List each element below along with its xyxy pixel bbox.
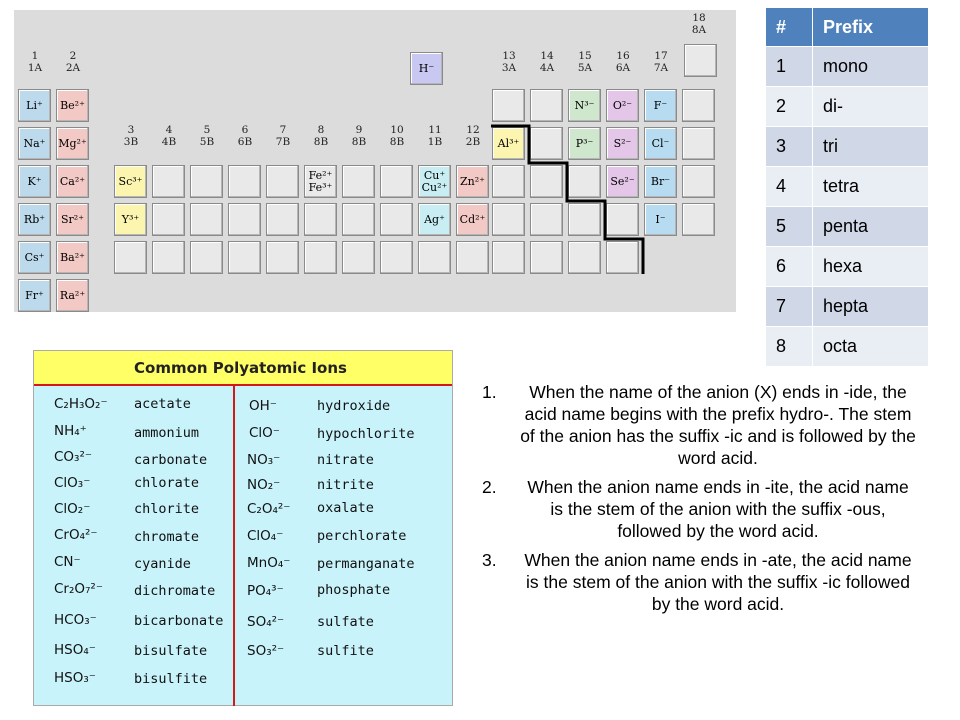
ion-formula: NO₂⁻ (247, 477, 281, 493)
ion-ag: Ag⁺ (424, 212, 445, 226)
ion-al: Al³⁺ (497, 136, 520, 150)
group-header-5: 5 5B (199, 124, 215, 148)
ion-formula: ClO₂⁻ (54, 501, 91, 517)
ion-formula: ClO⁻ (249, 425, 280, 441)
list-item (470, 381, 916, 469)
rule-text: When the anion name ends in -ate, the acid name is the stem of the anion with the suffix -ic followed by the word acid. (524, 550, 912, 614)
ion-formula: SO₄²⁻ (247, 614, 285, 630)
ion-s: S²⁻ (613, 136, 632, 150)
group-header-11: 11 1B (427, 124, 443, 148)
column-divider (233, 386, 235, 706)
rule-number: 3. (482, 550, 497, 570)
ion-formula: Cr₂O₇²⁻ (54, 581, 103, 597)
table-row (766, 247, 929, 287)
ion-cs: Cs⁺ (24, 250, 45, 264)
ion-name: chlorite (134, 501, 200, 517)
prefix-value: di- (813, 87, 929, 127)
list-item (470, 549, 916, 615)
prefix-num: 8 (766, 327, 813, 367)
acid-naming-rules (470, 381, 916, 622)
group-header-16: 16 6A (615, 50, 631, 74)
prefix-header-num: # (766, 8, 813, 47)
ion-fr: Fr⁺ (25, 288, 44, 302)
group-header-17: 17 7A (653, 50, 669, 74)
group-header-7: 7 7B (275, 124, 291, 148)
prefix-value: tetra (813, 167, 929, 207)
ion-name: ammonium (134, 425, 200, 441)
prefix-table (766, 8, 929, 366)
ion-na: Na⁺ (23, 136, 46, 150)
ion-name: nitrite (317, 477, 374, 493)
ion-formula: CrO₄²⁻ (54, 527, 98, 543)
ion-ra: Ra²⁺ (59, 288, 86, 302)
group-header-2: 2 2A (65, 50, 81, 74)
prefix-value: octa (813, 327, 929, 367)
ion-name: cyanide (134, 556, 191, 572)
group-header-6: 6 6B (237, 124, 253, 148)
prefix-value: tri (813, 127, 929, 167)
ion-li: Li⁺ (26, 98, 43, 112)
prefix-value: penta (813, 207, 929, 247)
group-header-9: 9 8B (351, 124, 367, 148)
prefix-value: hexa (813, 247, 929, 287)
ion-name: permanganate (317, 556, 415, 572)
ion-p: P³⁻ (575, 136, 594, 150)
ion-fe3: Fe³⁺ (308, 180, 333, 194)
prefix-num: 2 (766, 87, 813, 127)
table-row (766, 87, 929, 127)
group-header-18: 18 8A (691, 12, 707, 36)
ion-name: sulfite (317, 643, 374, 659)
ion-name: sulfate (317, 614, 374, 630)
group-header-14: 14 4A (539, 50, 555, 74)
table-row (766, 327, 929, 367)
ion-name: chlorate (134, 475, 200, 491)
ion-name: nitrate (317, 452, 374, 468)
table-row (766, 47, 929, 87)
ion-name: dichromate (134, 583, 216, 599)
table-row (766, 127, 929, 167)
polyatomic-title-bar (34, 351, 452, 386)
ion-y: Y³⁺ (121, 212, 140, 226)
ion-name: hypochlorite (317, 426, 415, 442)
ion-formula: HSO₃⁻ (54, 670, 96, 686)
ion-formula: OH⁻ (249, 398, 277, 414)
ion-zn: Zn²⁺ (460, 174, 485, 188)
ion-formula: HSO₄⁻ (54, 642, 96, 658)
prefix-num: 1 (766, 47, 813, 87)
ion-sc: Sc³⁺ (118, 174, 143, 188)
ion-h: H⁻ (418, 61, 435, 75)
ion-name: hydroxide (317, 398, 391, 414)
ion-mg: Mg²⁺ (58, 136, 87, 150)
rule-number: 1. (482, 382, 497, 402)
ion-fe2: Fe²⁺ (308, 168, 333, 182)
ion-formula: MnO₄⁻ (247, 555, 291, 571)
ion-formula: CN⁻ (54, 554, 81, 570)
prefix-num: 3 (766, 127, 813, 167)
group-header-4: 4 4B (161, 124, 177, 148)
periodic-table (14, 10, 736, 312)
polyatomic-title: Common Polyatomic Ions (134, 359, 347, 377)
ion-k: K⁺ (27, 174, 42, 188)
ion-name: chromate (134, 529, 200, 545)
prefix-num: 5 (766, 207, 813, 247)
ion-ca: Ca²⁺ (59, 174, 86, 188)
ion-br: Br⁻ (650, 174, 671, 188)
group-header-1: 1 1A (27, 50, 43, 74)
ion-rb: Rb⁺ (23, 212, 46, 226)
ion-sr: Sr²⁺ (60, 212, 84, 226)
ion-cu1: Cu⁺ (423, 168, 446, 182)
group-header-15: 15 5A (577, 50, 593, 74)
ion-f: F⁻ (653, 98, 668, 112)
prefix-table-header (766, 8, 929, 47)
ion-formula: ClO₃⁻ (54, 475, 91, 491)
prefix-value: mono (813, 47, 929, 87)
prefix-num: 7 (766, 287, 813, 327)
ion-name: bisulfate (134, 643, 208, 659)
ion-o: O²⁻ (612, 98, 633, 112)
ion-i: I⁻ (655, 212, 666, 226)
ion-be: Be²⁺ (60, 98, 85, 112)
prefix-header-prefix: Prefix (813, 8, 929, 47)
table-row (766, 207, 929, 247)
table-row (766, 167, 929, 207)
ion-formula: PO₄³⁻ (247, 583, 284, 599)
ion-formula: NO₃⁻ (247, 452, 281, 468)
polyatomic-ions-chart (33, 350, 453, 706)
group-header-13: 13 3A (501, 50, 517, 74)
ion-name: bisulfite (134, 671, 208, 687)
ion-cd: Cd²⁺ (459, 212, 486, 226)
list-item (470, 476, 916, 542)
ion-formula: CO₃²⁻ (54, 449, 93, 465)
rule-text: When the name of the anion (X) ends in -ide, the acid name begins with the prefix hydro-. The stem of the anion has the suffix -ic and is followed by the word acid. (520, 382, 916, 468)
ion-name: perchlorate (317, 528, 407, 544)
metal-nonmetal-staircase-line (14, 10, 736, 312)
ion-name: carbonate (134, 452, 208, 468)
group-header-8: 8 8B (313, 124, 329, 148)
group-header-10: 10 8B (389, 124, 405, 148)
ion-se: Se²⁻ (610, 174, 635, 188)
ion-formula: ClO₄⁻ (247, 528, 284, 544)
ion-cu2: Cu²⁺ (421, 180, 448, 194)
rule-number: 2. (482, 477, 497, 497)
ion-formula: NH₄⁺ (54, 423, 87, 439)
ion-ba: Ba²⁺ (60, 250, 85, 264)
ion-formula: HCO₃⁻ (54, 612, 97, 628)
prefix-value: hepta (813, 287, 929, 327)
ion-n: N³⁻ (574, 98, 595, 112)
prefix-num: 6 (766, 247, 813, 287)
ion-formula: C₂O₄²⁻ (247, 501, 291, 517)
ion-name: oxalate (317, 500, 374, 516)
ion-name: bicarbonate (134, 613, 224, 629)
group-header-3: 3 3B (123, 124, 139, 148)
ion-formula: SO₃²⁻ (247, 643, 285, 659)
ion-cl: Cl⁻ (651, 136, 670, 150)
rule-text: When the anion name ends in -ite, the acid name is the stem of the anion with the suffix -ous, followed by the word acid. (527, 477, 909, 541)
group-header-12: 12 2B (465, 124, 481, 148)
ion-formula: C₂H₃O₂⁻ (54, 396, 108, 412)
prefix-num: 4 (766, 167, 813, 207)
ion-name: phosphate (317, 582, 391, 598)
ion-name: acetate (134, 396, 191, 412)
table-row (766, 287, 929, 327)
